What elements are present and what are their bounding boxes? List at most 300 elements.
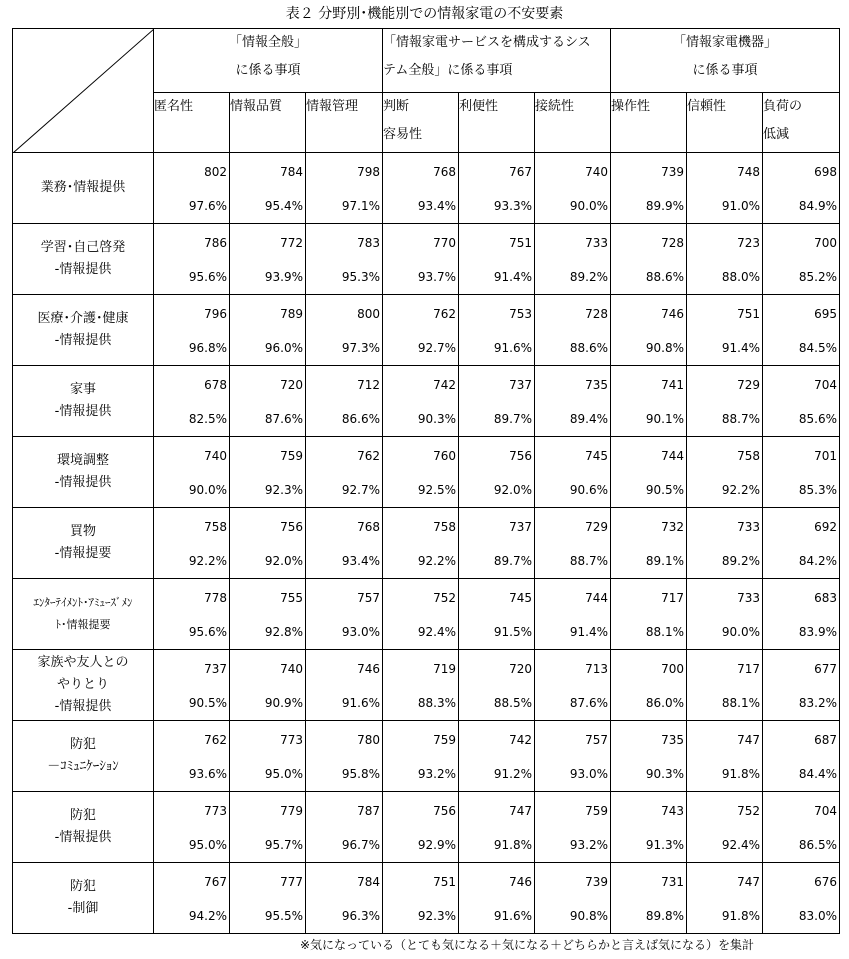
count-value: 802 [204,165,227,179]
percent-value: 96.8% [188,341,227,355]
data-cell [459,437,535,508]
group-header-line2: に係る事項 [235,63,301,78]
count-value: 737 [204,662,227,676]
data-cell [687,295,763,366]
data-cell [154,863,230,934]
row-label [13,295,154,366]
count-value: 773 [204,804,227,818]
row-label-line: 家族や友人との [37,655,129,670]
percent-value: 93.4% [341,554,380,568]
count-value: 739 [661,165,684,179]
count-value: 678 [204,378,227,392]
row-label-line: -情報提供 [54,333,112,348]
count-value: 777 [280,875,303,889]
count-value: 720 [509,662,532,676]
row-label-line: ｴﾝﾀｰﾃｲﾒﾝﾄ･ｱﾐｭｰｽﾞﾒﾝ [33,596,133,609]
data-cell [383,153,459,224]
percent-value: 91.2% [493,767,532,781]
count-value: 751 [509,236,532,250]
data-cell [535,863,611,934]
row-label [13,366,154,437]
data-cell [154,650,230,721]
row-label-line: 学習･自己啓発 [40,240,126,255]
percent-value: 91.8% [721,767,760,781]
data-cell [687,579,763,650]
data-cell [154,366,230,437]
data-cell [306,366,383,437]
column-header [611,93,687,153]
data-cell [535,153,611,224]
diagonal-line [13,29,154,153]
count-value: 737 [509,520,532,534]
percent-value: 90.5% [188,696,227,710]
percent-value: 92.0% [264,554,303,568]
percent-value: 89.7% [493,412,532,426]
data-cell [383,863,459,934]
count-value: 737 [509,378,532,392]
row-label-line: -情報提供 [54,699,112,714]
footnote: ※気になっている（とても気になる＋気になる＋どちらかと言えば気になる）を集計 [300,938,755,952]
data-cell [306,153,383,224]
percent-value: 84.4% [798,767,837,781]
row-label-line: -情報提供 [54,262,112,277]
percent-value: 97.6% [188,199,227,213]
percent-value: 95.8% [341,767,380,781]
count-value: 752 [737,804,760,818]
data-cell [383,224,459,295]
percent-value: 88.1% [721,696,760,710]
count-value: 779 [280,804,303,818]
percent-value: 88.6% [645,270,684,284]
percent-value: 97.1% [341,199,380,213]
row-label-line: やりとり [56,677,109,692]
data-cell [306,579,383,650]
data-cell [763,792,840,863]
percent-value: 91.0% [721,199,760,213]
percent-value: 93.2% [417,767,456,781]
percent-value: 92.3% [264,483,303,497]
percent-value: 93.3% [493,199,532,213]
data-table [12,28,840,934]
data-cell [611,579,687,650]
row-label-line: -制御 [67,901,99,916]
percent-value: 88.7% [569,554,608,568]
data-cell [687,792,763,863]
percent-value: 89.1% [645,554,684,568]
row-label-line: 医療･介護･健康 [37,311,129,326]
count-value: 704 [814,378,837,392]
count-value: 757 [585,733,608,747]
percent-value: 89.9% [645,199,684,213]
data-cell [383,721,459,792]
count-value: 676 [814,875,837,889]
percent-value: 91.6% [493,341,532,355]
count-value: 753 [509,307,532,321]
count-value: 756 [509,449,532,463]
data-cell [459,792,535,863]
data-cell [687,153,763,224]
percent-value: 92.4% [417,625,456,639]
count-value: 733 [585,236,608,250]
column-header-line1: 操作性 [611,99,651,114]
column-header-line1: 信頼性 [687,99,727,114]
percent-value: 82.5% [188,412,227,426]
percent-value: 92.8% [264,625,303,639]
table-row [13,295,840,366]
count-value: 742 [509,733,532,747]
data-cell [535,437,611,508]
data-cell [306,792,383,863]
group-header-line1: 「情報全般」 [228,35,307,50]
percent-value: 86.0% [645,696,684,710]
group-header-line2: テム全般」に係る事項 [383,63,513,78]
data-cell [535,508,611,579]
count-value: 723 [737,236,760,250]
data-cell [383,579,459,650]
row-label-line: -情報提要 [54,546,112,561]
data-cell [763,437,840,508]
count-value: 745 [585,449,608,463]
count-value: 720 [280,378,303,392]
count-value: 784 [357,875,380,889]
count-value: 735 [661,733,684,747]
row-label-line: 防犯 [69,879,96,894]
count-value: 735 [585,378,608,392]
percent-value: 95.3% [341,270,380,284]
count-value: 739 [585,875,608,889]
data-cell [306,437,383,508]
percent-value: 91.4% [721,341,760,355]
percent-value: 90.8% [645,341,684,355]
percent-value: 89.7% [493,554,532,568]
percent-value: 89.2% [721,554,760,568]
count-value: 767 [509,165,532,179]
count-value: 768 [357,520,380,534]
row-label [13,792,154,863]
count-value: 733 [737,520,760,534]
count-value: 758 [204,520,227,534]
data-cell [230,579,306,650]
data-cell [459,721,535,792]
percent-value: 90.8% [569,909,608,923]
data-cell [763,650,840,721]
data-cell [687,437,763,508]
column-header [535,93,611,153]
row-label [13,437,154,508]
data-cell [611,508,687,579]
data-cell [459,508,535,579]
count-value: 745 [509,591,532,605]
data-cell [306,295,383,366]
count-value: 744 [661,449,684,463]
count-value: 783 [357,236,380,250]
count-value: 758 [433,520,456,534]
count-value: 770 [433,236,456,250]
data-cell [306,508,383,579]
data-cell [687,224,763,295]
count-value: 719 [433,662,456,676]
data-cell [154,295,230,366]
count-value: 733 [737,591,760,605]
count-value: 683 [814,591,837,605]
table-row [13,437,840,508]
column-header-line1: 情報管理 [306,99,359,114]
row-label-line: 防犯 [69,737,96,752]
count-value: 740 [585,165,608,179]
data-cell [611,295,687,366]
count-value: 762 [357,449,380,463]
table-row [13,863,840,934]
count-value: 731 [661,875,684,889]
data-cell [687,508,763,579]
count-value: 747 [737,733,760,747]
count-value: 758 [737,449,760,463]
data-cell [154,437,230,508]
count-value: 728 [585,307,608,321]
column-header-line1: 判断 [383,99,410,114]
data-cell [154,224,230,295]
data-cell [306,224,383,295]
percent-value: 90.3% [417,412,456,426]
count-value: 700 [661,662,684,676]
percent-value: 95.0% [264,767,303,781]
row-label-line: -情報提供 [54,404,112,419]
data-cell [459,863,535,934]
data-cell [459,366,535,437]
row-label-line: -情報提供 [54,830,112,845]
data-cell [230,650,306,721]
data-cell [611,224,687,295]
data-cell [230,792,306,863]
count-value: 717 [737,662,760,676]
data-cell [535,579,611,650]
percent-value: 93.2% [569,838,608,852]
row-label [13,224,154,295]
percent-value: 90.6% [569,483,608,497]
data-cell [763,295,840,366]
data-cell [306,863,383,934]
column-header [763,93,840,153]
percent-value: 83.2% [798,696,837,710]
percent-value: 92.7% [341,483,380,497]
percent-value: 94.2% [188,909,227,923]
column-header-line1: 利便性 [459,99,499,114]
percent-value: 88.1% [645,625,684,639]
count-value: 687 [814,733,837,747]
count-value: 767 [204,875,227,889]
percent-value: 95.7% [264,838,303,852]
count-value: 780 [357,733,380,747]
percent-value: 88.7% [721,412,760,426]
count-value: 784 [280,165,303,179]
data-cell [383,508,459,579]
data-cell [763,579,840,650]
percent-value: 85.6% [798,412,837,426]
count-value: 704 [814,804,837,818]
count-value: 728 [661,236,684,250]
percent-value: 83.0% [798,909,837,923]
count-value: 800 [357,307,380,321]
data-cell [535,721,611,792]
count-value: 746 [509,875,532,889]
data-cell [230,366,306,437]
column-header-line2: 低減 [763,127,790,142]
count-value: 746 [357,662,380,676]
percent-value: 91.8% [721,909,760,923]
table-row [13,579,840,650]
row-label [13,863,154,934]
row-label [13,650,154,721]
percent-value: 95.0% [188,838,227,852]
row-label-line: 買物 [69,524,96,539]
percent-value: 95.6% [188,270,227,284]
data-cell [154,579,230,650]
percent-value: 88.5% [493,696,532,710]
percent-value: 84.9% [798,199,837,213]
percent-value: 90.0% [188,483,227,497]
percent-value: 96.0% [264,341,303,355]
percent-value: 84.2% [798,554,837,568]
count-value: 732 [661,520,684,534]
count-value: 768 [433,165,456,179]
column-header-line2: 容易性 [383,127,423,142]
percent-value: 96.3% [341,909,380,923]
data-cell [459,650,535,721]
count-value: 729 [737,378,760,392]
count-value: 742 [433,378,456,392]
table-row [13,366,840,437]
count-value: 762 [433,307,456,321]
data-cell [230,437,306,508]
data-cell [763,224,840,295]
data-cell [459,224,535,295]
percent-value: 92.5% [417,483,456,497]
data-cell [230,153,306,224]
data-cell [383,295,459,366]
corner-diagonal-cell [13,29,154,153]
count-value: 757 [357,591,380,605]
data-cell [763,366,840,437]
data-cell [230,508,306,579]
count-value: 747 [737,875,760,889]
data-cell [763,153,840,224]
data-cell [306,650,383,721]
table-row [13,224,840,295]
count-value: 698 [814,165,837,179]
percent-value: 86.5% [798,838,837,852]
column-header [230,93,306,153]
table-row [13,508,840,579]
data-cell [154,792,230,863]
percent-value: 90.9% [264,696,303,710]
percent-value: 95.4% [264,199,303,213]
percent-value: 96.7% [341,838,380,852]
count-value: 712 [357,378,380,392]
count-value: 789 [280,307,303,321]
count-value: 756 [433,804,456,818]
count-value: 713 [585,662,608,676]
count-value: 751 [737,307,760,321]
percent-value: 95.5% [264,909,303,923]
data-cell [687,366,763,437]
percent-value: 93.7% [417,270,456,284]
count-value: 748 [737,165,760,179]
data-cell [763,508,840,579]
data-cell [383,650,459,721]
percent-value: 93.0% [341,625,380,639]
table-row [13,153,840,224]
data-cell [230,721,306,792]
data-cell [687,721,763,792]
percent-value: 87.6% [569,696,608,710]
count-value: 746 [661,307,684,321]
percent-value: 92.0% [493,483,532,497]
percent-value: 93.6% [188,767,227,781]
percent-value: 91.5% [493,625,532,639]
column-header [687,93,763,153]
data-cell [763,721,840,792]
percent-value: 92.2% [417,554,456,568]
count-value: 695 [814,307,837,321]
data-cell [535,224,611,295]
count-value: 752 [433,591,456,605]
count-value: 760 [433,449,456,463]
data-cell [383,437,459,508]
table-row [13,721,840,792]
percent-value: 89.4% [569,412,608,426]
data-cell [459,153,535,224]
data-cell [230,224,306,295]
row-label-line: 業務･情報提供 [40,180,126,195]
percent-value: 91.4% [569,625,608,639]
group-header-service-system [383,29,611,93]
data-cell [383,792,459,863]
column-header-line1: 負荷の [763,99,803,114]
percent-value: 88.0% [721,270,760,284]
percent-value: 91.8% [493,838,532,852]
percent-value: 93.4% [417,199,456,213]
percent-value: 93.0% [569,767,608,781]
count-value: 741 [661,378,684,392]
percent-value: 90.5% [645,483,684,497]
count-value: 778 [204,591,227,605]
percent-value: 89.2% [569,270,608,284]
count-value: 759 [433,733,456,747]
data-cell [611,792,687,863]
row-label-line: 防犯 [69,808,96,823]
count-value: 700 [814,236,837,250]
count-value: 744 [585,591,608,605]
row-label [13,508,154,579]
data-cell [154,153,230,224]
count-value: 692 [814,520,837,534]
percent-value: 91.6% [493,909,532,923]
percent-value: 85.2% [798,270,837,284]
data-cell [535,366,611,437]
data-cell [306,721,383,792]
percent-value: 92.2% [188,554,227,568]
percent-value: 83.9% [798,625,837,639]
percent-value: 86.6% [341,412,380,426]
count-value: 772 [280,236,303,250]
data-cell [687,863,763,934]
row-label-line: ﾄ･情報提要 [55,618,111,631]
column-header [459,93,535,153]
count-value: 729 [585,520,608,534]
column-header [306,93,383,153]
count-value: 796 [204,307,227,321]
percent-value: 88.6% [569,341,608,355]
